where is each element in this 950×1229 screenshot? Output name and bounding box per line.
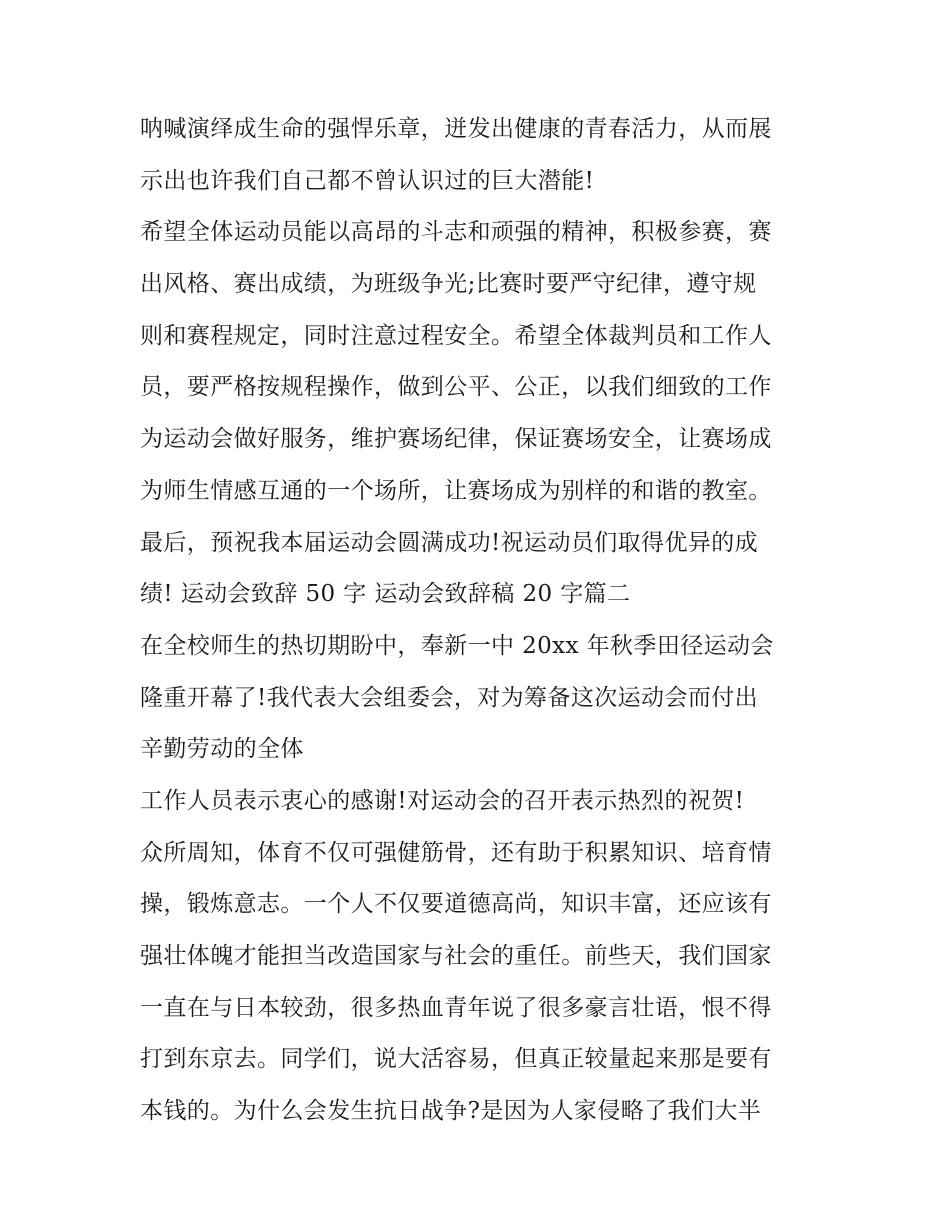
text-line: 一直在与日本较劲，很多热血青年说了很多豪言壮语，恨不得 [140, 994, 772, 1021]
text-line: 呐喊演绎成生命的强悍乐章，迸发出健康的青春活力，从而展 [140, 116, 772, 142]
text-line: 操，锻炼意志。一个人不仅要道德高尚，知识丰富，还应该有 [140, 891, 772, 918]
text-line: 希望全体运动员能以高昂的斗志和顽强的精神，积极参赛，赛 [140, 219, 772, 246]
text-line: 最后，预祝我本届运动会圆满成功!祝运动员们取得优异的成 [140, 529, 759, 556]
text-line: 工作人员表示衷心的感谢!对运动会的召开表示热烈的祝贺! [140, 787, 745, 814]
text-line: 辛勤劳动的全体 [140, 736, 304, 763]
text-line: 在全校师生的热切期盼中，奉新一中 20xx 年秋季田径运动会 [140, 632, 774, 659]
document-body [140, 104, 820, 1138]
text-line: 强壮体魄才能担当改造国家与社会的重任。前些天，我们国家 [140, 943, 772, 969]
text-line: 为师生情感互通的一个场所，让赛场成为别样的和谐的教室。 [140, 477, 772, 504]
text-line: 出风格、赛出成绩，为班级争光;比赛时要严守纪律，遵守规 [140, 271, 757, 298]
text-line: 绩! 运动会致辞 50 字 运动会致辞稿 20 字篇二 [140, 581, 631, 608]
text-line: 隆重开幕了!我代表大会组委会，对为筹备这次运动会而付出 [140, 684, 759, 711]
text-line: 本钱的。为什么会发生抗日战争?是因为人家侵略了我们大半 [140, 1098, 762, 1125]
text-line: 为运动会做好服务，维护赛场纪律，保证赛场安全，让赛场成 [140, 426, 772, 453]
text-line: 众所周知，体育不仅可强健筋骨，还有助于积累知识、培育情 [140, 839, 772, 866]
text-line: 示出也许我们自己都不曾认识过的巨大潜能! [140, 167, 595, 194]
text-line: 员，要严格按规程操作，做到公平、公正，以我们细致的工作 [140, 374, 772, 401]
text-line: 则和赛程规定，同时注意过程安全。希望全体裁判员和工作人 [140, 322, 772, 349]
text-line: 打到东京去。同学们，说大活容易，但真正较量起来那是要有 [140, 1046, 772, 1073]
